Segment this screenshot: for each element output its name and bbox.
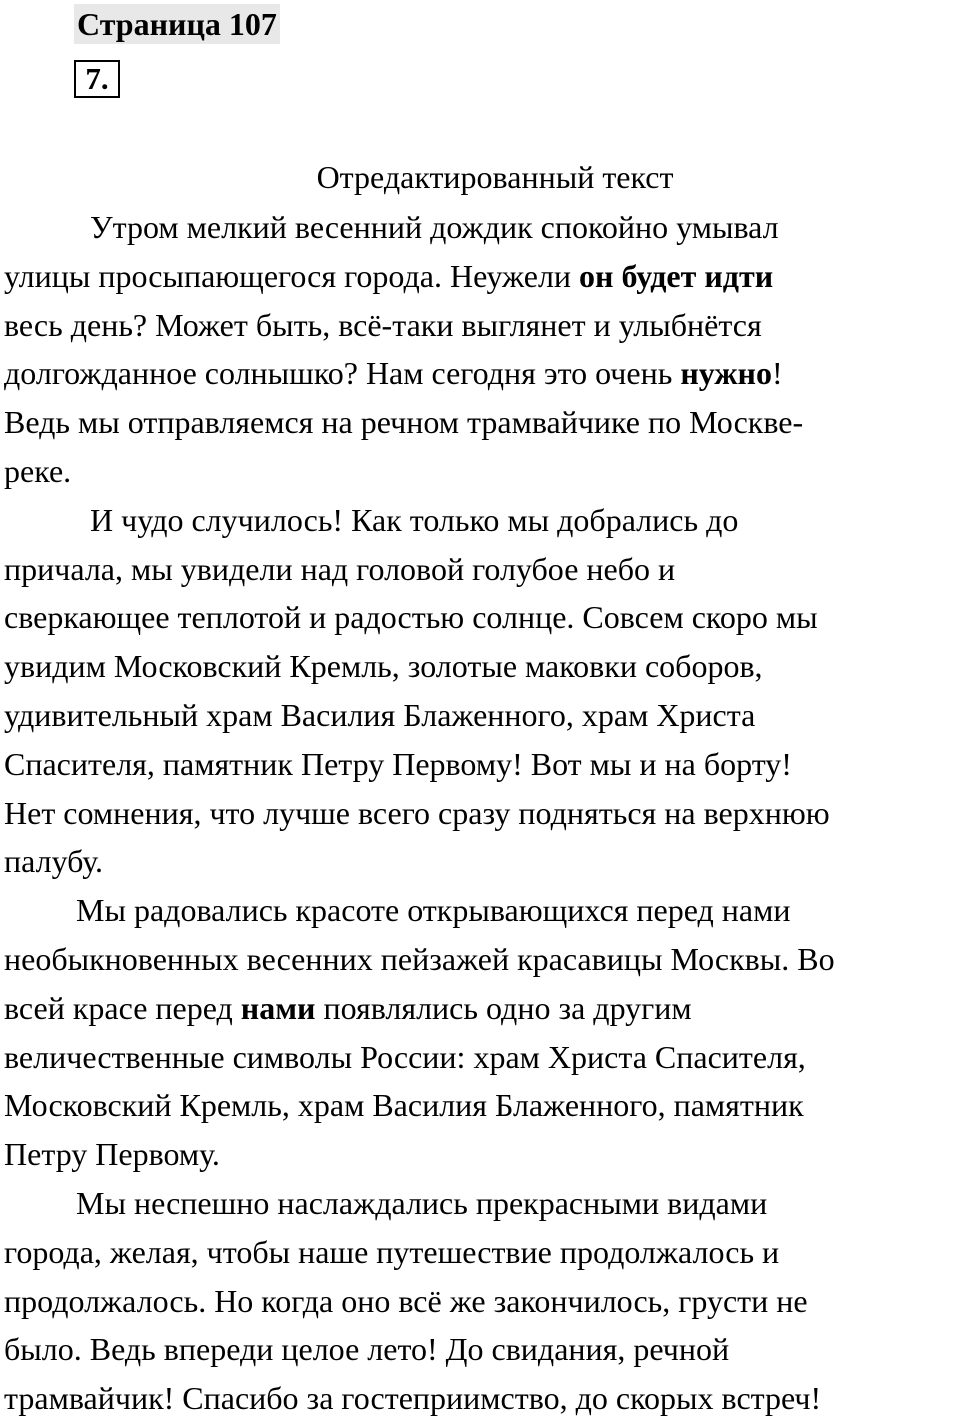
text-line: [4, 984, 960, 1033]
paragraph-1: [4, 203, 960, 496]
text-line: реке.: [4, 452, 72, 489]
text-line: Московский Кремль, храм Василия Блаженного, памятник: [4, 1087, 804, 1124]
text-line: причала, мы увидели над головой голубое небо и: [4, 550, 676, 587]
text-line: Петру Первому.: [4, 1136, 220, 1173]
text-segment: !: [771, 355, 783, 392]
text-line: удивительный храм Василия Блаженного, храм Христа: [4, 696, 756, 733]
text-segment: появлялись одно за другим: [315, 989, 692, 1026]
text-line: палубу.: [4, 843, 104, 880]
text-line: Мы неспешно наслаждались прекрасными видами: [76, 1184, 768, 1221]
text-line: необыкновенных весенних пейзажей красавицы Москвы. Во: [4, 940, 835, 977]
text-line: величественные символы России: храм Христа Спасителя,: [4, 1038, 806, 1075]
text-line: Спасителя, памятник Петру Первому! Вот мы и на борту!: [4, 745, 792, 782]
bold-phrase: нужно: [680, 355, 772, 392]
text-segment: улицы просыпающегося города. Неужели: [4, 257, 580, 294]
text-line: Ведь мы отправляемся на речном трамвайчике по Москве-: [4, 404, 804, 441]
document-title: Отредактированный текст: [316, 159, 674, 195]
text-line: [4, 252, 960, 301]
text-line: увидим Московский Кремль, золотые маковки соборов,: [4, 648, 763, 685]
paragraph-4: [4, 1179, 960, 1423]
text-line: трамвайчик! Спасибо за гостеприимство, до скорых встреч!: [4, 1380, 822, 1417]
text-line: [4, 349, 960, 398]
text-line: сверкающее теплотой и радостью солнце. Совсем скоро мы: [4, 599, 818, 636]
text-line: Нет сомнения, что лучше всего сразу подняться на верхнюю: [4, 794, 830, 831]
task-number-box: 7.: [74, 60, 120, 98]
text-line: города, желая, чтобы наше путешествие продолжалось и: [4, 1233, 780, 1270]
text-line: Утром мелкий весенний дождик спокойно умывал: [90, 209, 779, 245]
paragraph-3: [4, 886, 960, 1179]
text-line: Мы радовались красоте открывающихся перед нами: [76, 892, 791, 929]
text-line: продолжалось. Но когда оно всё же закончилось, грусти не: [4, 1282, 808, 1319]
page-heading: Страница 107: [74, 4, 280, 44]
text-line: весь день? Может быть, всё-таки выглянет и улыбнётся: [4, 306, 762, 343]
text-line: было. Ведь впереди целое лето! До свидания, речной: [4, 1331, 730, 1368]
text-line: И чудо случилось! Как только мы добрались до: [90, 501, 739, 538]
document-body: [4, 203, 960, 1423]
text-segment: всей красе перед: [4, 989, 241, 1026]
bold-phrase: нами: [240, 989, 316, 1026]
bold-phrase: он будет идти: [579, 257, 774, 294]
text-segment: долгожданное солнышко? Нам сегодня это очень: [4, 355, 681, 392]
paragraph-2: [4, 496, 960, 886]
